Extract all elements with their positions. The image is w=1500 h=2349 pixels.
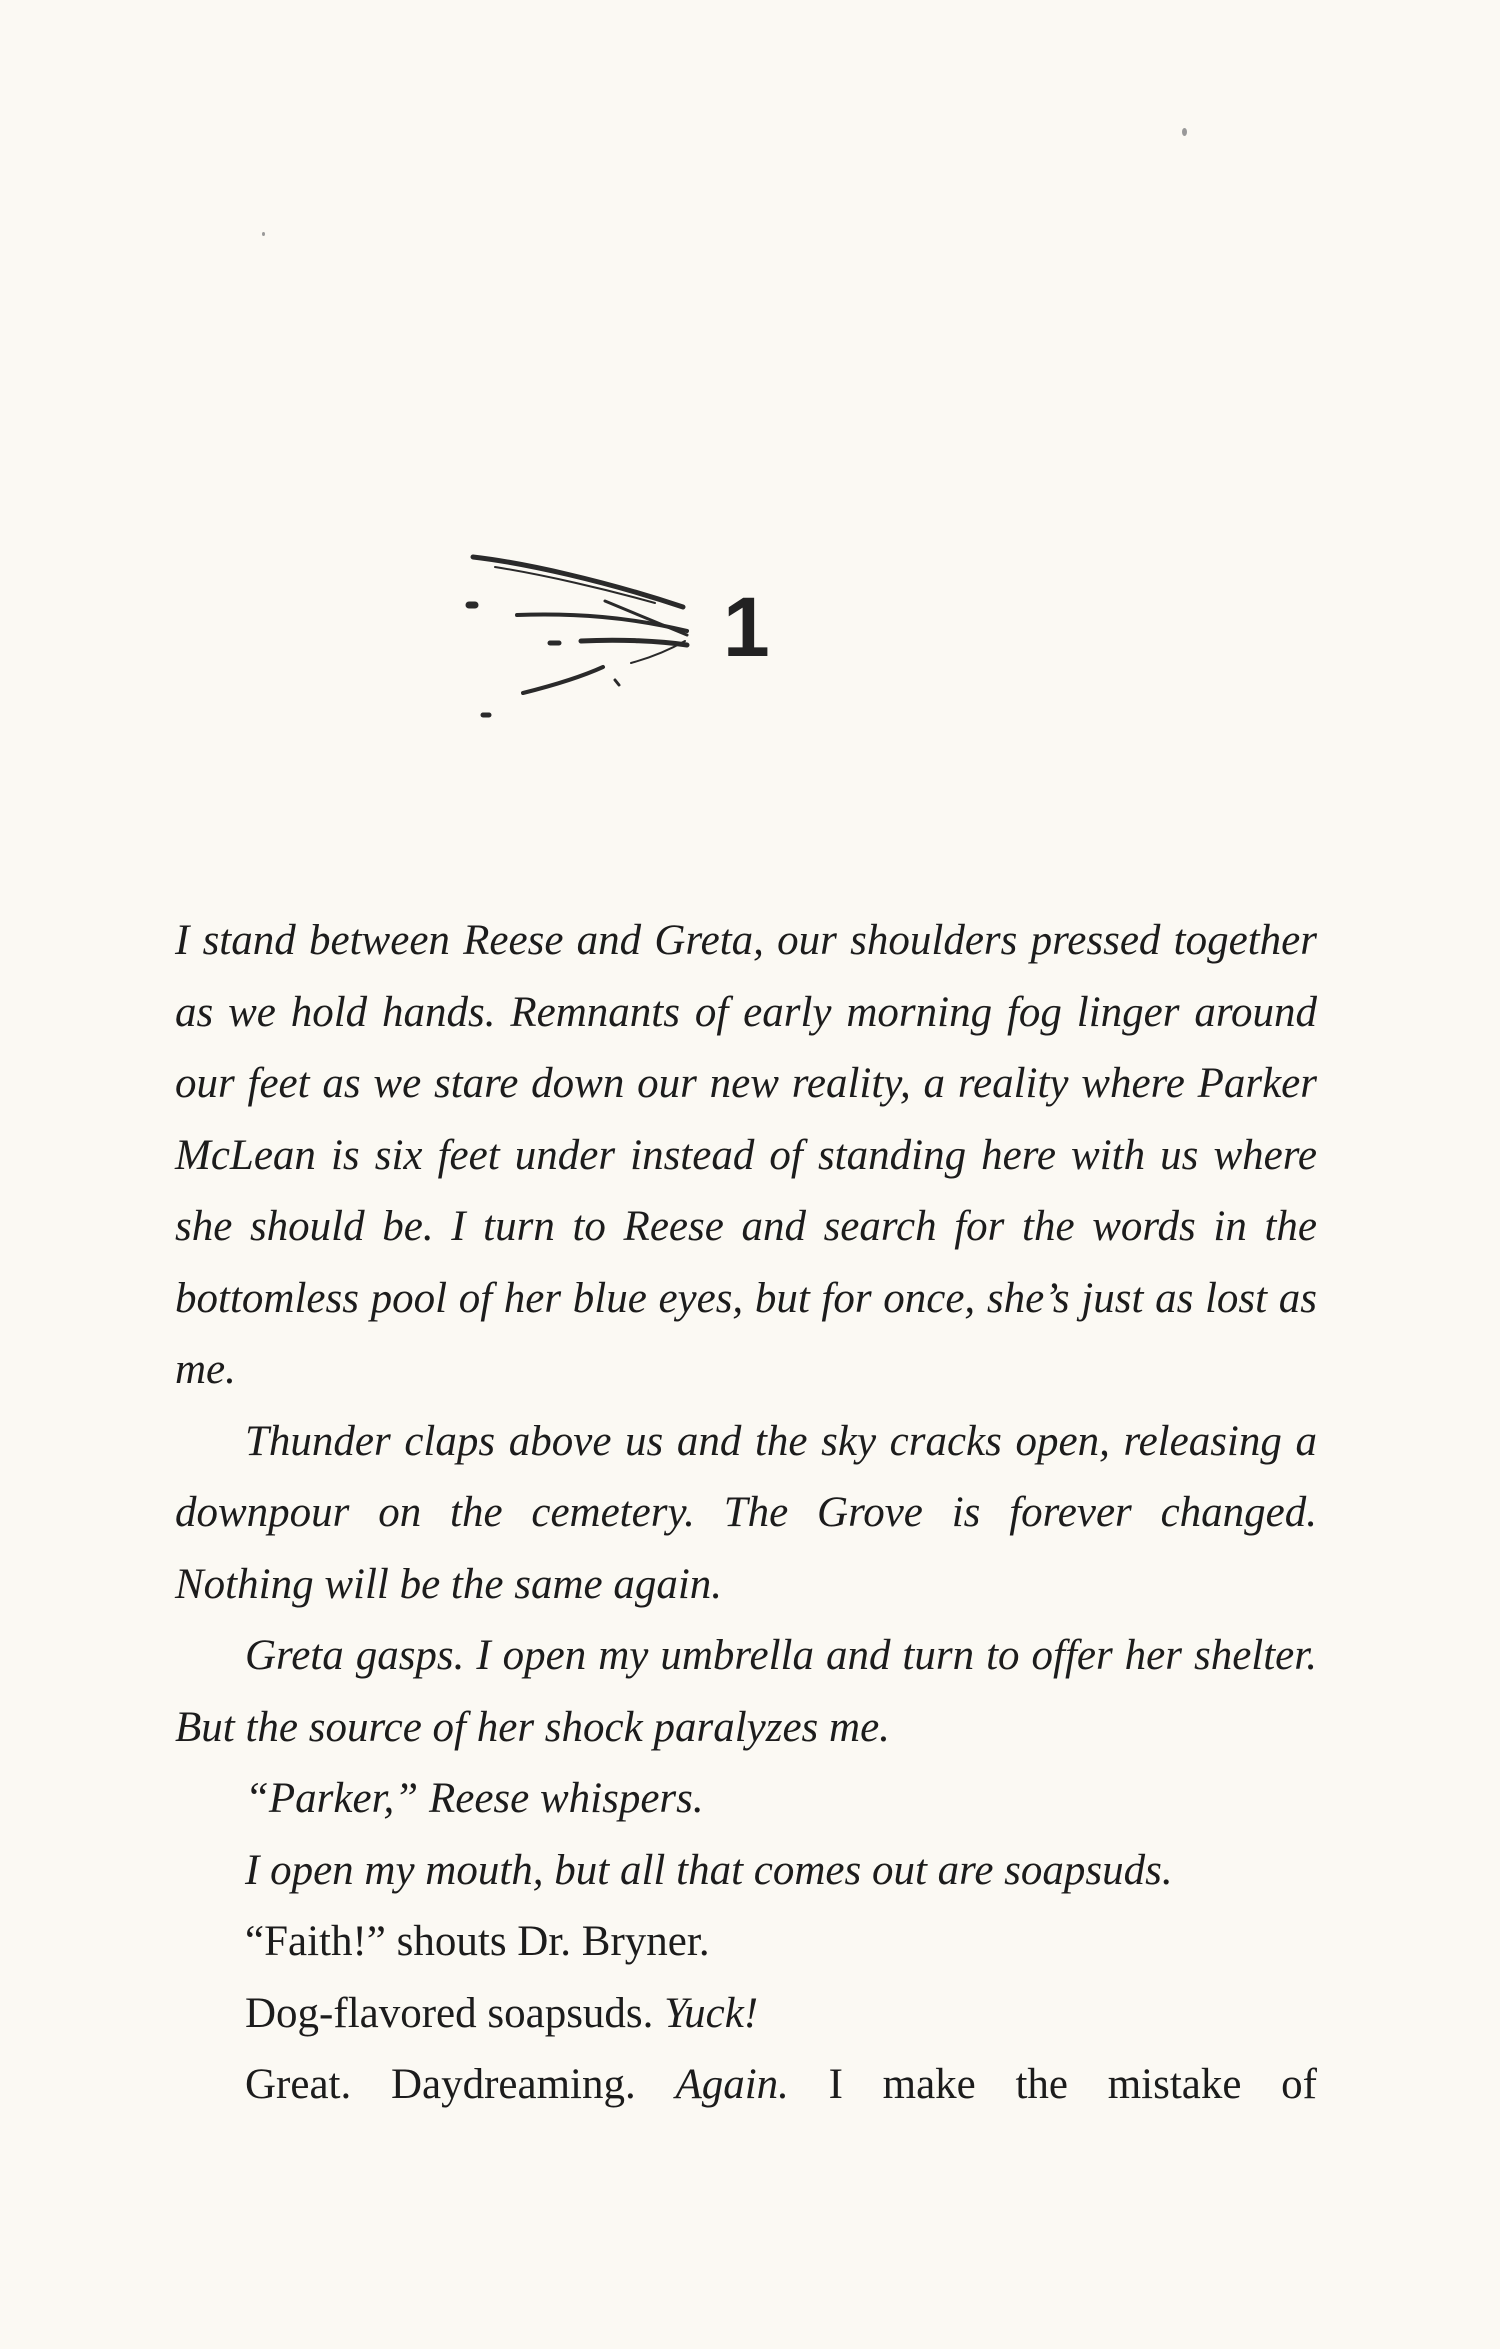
paragraph-8-text-before: Great. Daydreaming. [245,2061,676,2108]
paragraph-8 [175,2049,1317,2121]
paragraph-6: “Faith!” shouts Dr. Bryner. [245,1918,710,1965]
paragraph-5: I open my mouth, but all that comes out are soapsuds. [245,1846,1173,1894]
paragraph-7-text: Dog-flavored soapsuds. [245,1989,665,2037]
chapter-number: 1 [723,580,770,674]
brush-stroke-dash-icon [455,545,725,745]
body-text [175,905,1317,2121]
paper-speck [1182,128,1187,136]
paragraph-4: “Parker,” Reese whispers. [245,1775,704,1822]
chapter-heading [455,545,785,745]
paragraph-7 [175,1978,1317,2050]
paragraph-8-text-after: I make the mistake of [788,2061,1317,2108]
paragraph-2: Thunder claps above us and the sky cracks open, releasing a downpour on the cemetery. The Grove is forever changed. Nothing will be the same again. [175,1417,1317,1608]
paragraph-1: I stand between Reese and Greta, our shoulders pressed together as we hold hands. Remnants of early morning fog linger around our feet as we stare down our new reality, a reality where Parker McLean is six feet under instead of standing here with us where she should be. I turn to Reese and search for the words in the bottomless pool of her blue eyes, but for once, she’s just as lost as me. [175,917,1317,1393]
paragraph-7-emphasis: Yuck! [664,1989,759,2037]
paragraph-3: Greta gasps. I open my umbrella and turn to offer her shelter. But the source of her shock paralyzes me. [175,1632,1317,1751]
paragraph-8-emphasis: Again. [675,2061,789,2108]
paper-speck [262,232,265,236]
